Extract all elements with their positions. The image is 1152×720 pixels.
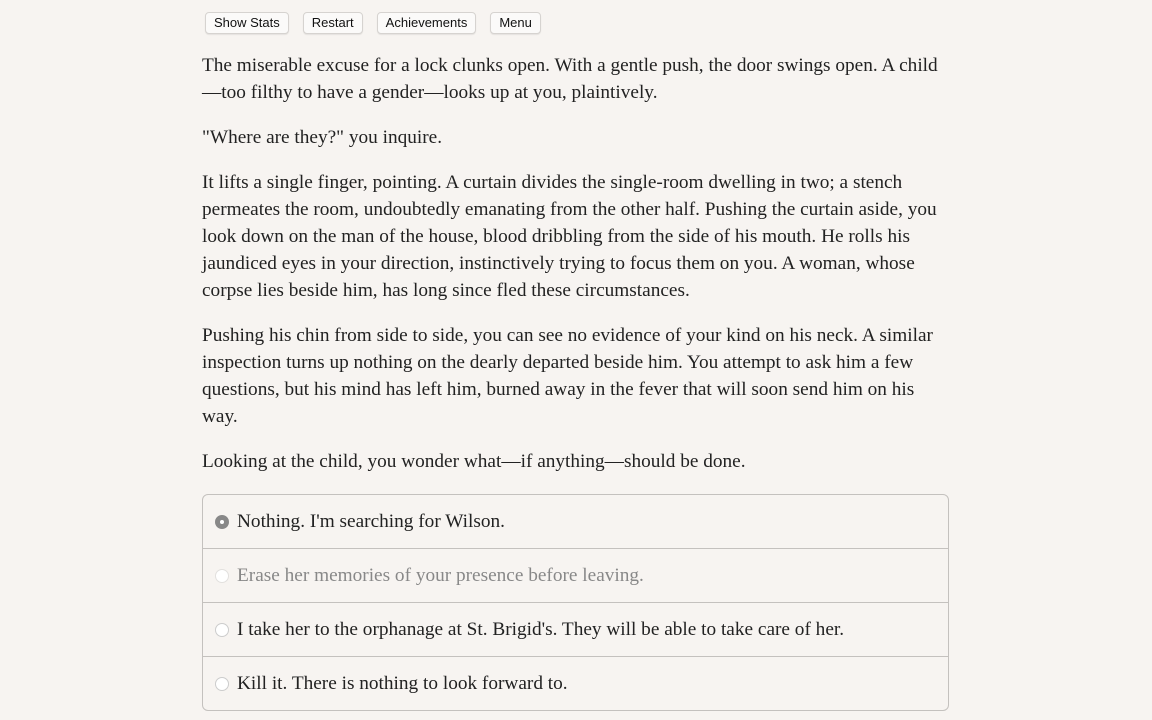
achievements-button[interactable]: Achievements bbox=[377, 12, 477, 34]
story-paragraph: Looking at the child, you wonder what—if anything—should be done. bbox=[202, 451, 746, 472]
choice-list bbox=[202, 494, 949, 711]
choice-label: Erase her memories of your presence before leaving. bbox=[237, 564, 644, 586]
radio-button-icon[interactable] bbox=[215, 677, 229, 691]
story-paragraph: "Where are they?" you inquire. bbox=[202, 127, 443, 148]
radio-button-icon[interactable] bbox=[215, 623, 229, 637]
show-stats-button[interactable]: Show Stats bbox=[205, 12, 289, 34]
choice-option[interactable] bbox=[203, 495, 948, 548]
choice-label: I take her to the orphanage at St. Brigid's. They will be able to take care of her. bbox=[237, 618, 845, 640]
choice-option bbox=[203, 548, 948, 602]
story-paragraph: It lifts a single finger, pointing. A curtain divides the single-room dwelling in two; a stench permeates the room, undoubtedly emanating from the other half. Pushing the curtain aside, you look down on the man of the house, blood dribbling from the side of his mouth. He rolls his jaundiced eyes in your direction, instinctively trying to focus them on you. A woman, whose corpse lies beside him, has long since fled these circumstances. bbox=[202, 172, 937, 301]
story-paragraph: Pushing his chin from side to side, you can see no evidence of your kind on his neck. A similar inspection turns up nothing on the dearly departed beside him. You attempt to ask him a few questions, but his mind has left him, burned away in the fever that will soon send him on his way. bbox=[202, 325, 933, 427]
choice-option[interactable] bbox=[203, 656, 948, 710]
choice-option[interactable] bbox=[203, 602, 948, 656]
story-text bbox=[202, 52, 950, 493]
choice-label: Nothing. I'm searching for Wilson. bbox=[237, 510, 505, 532]
menu-button[interactable]: Menu bbox=[490, 12, 541, 34]
restart-button[interactable]: Restart bbox=[303, 12, 363, 34]
toolbar bbox=[205, 12, 555, 34]
radio-button-icon bbox=[215, 569, 229, 583]
choice-label: Kill it. There is nothing to look forward to. bbox=[237, 672, 568, 694]
story-paragraph: The miserable excuse for a lock clunks open. With a gentle push, the door swings open. A child—too filthy to have a gender—looks up at you, plaintively. bbox=[202, 55, 938, 103]
radio-button-icon[interactable] bbox=[215, 515, 229, 529]
